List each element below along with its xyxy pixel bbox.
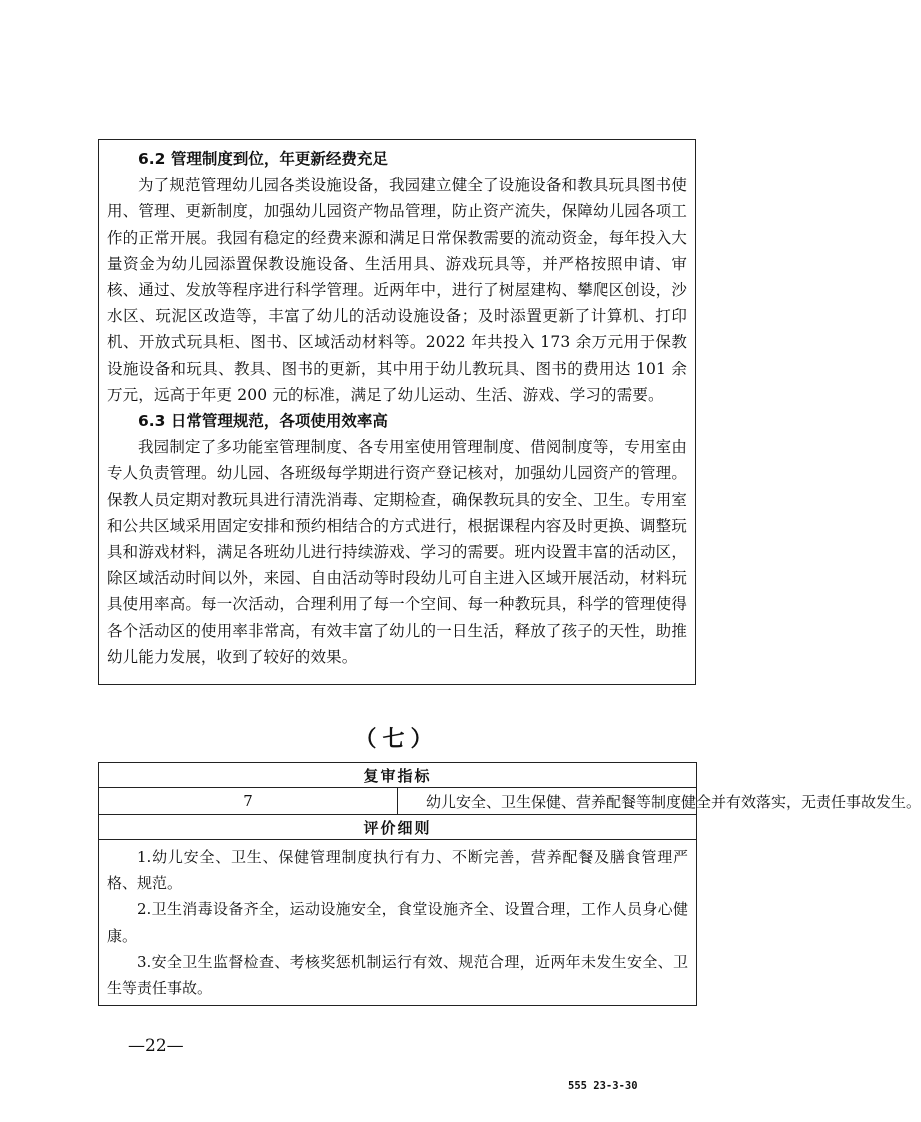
paragraph-6-3: 我园制定了多功能室管理制度、各专用室使用管理制度、借阅制度等，专用室由专人负责管理。幼儿园、各班级每学期进行资产登记核对，加强幼儿园资产的管理。保教人员定期对教玩具进行清洗消毒、定期检查，确保教玩具的安全、卫生。专用室和公共区域采用固定安排和预约相结合的方式进行，根据课程内容及时更换、调整玩具和游戏材料，满足各班幼儿进行持续游戏、学习的需要。班内设置丰富的活动区，除区域活动时间以外，来园、自由活动等时段幼儿可自主进入区域开展活动，材料玩具使用率高。每一次活动，合理利用了每一个空间、每一种教玩具，科学的管理使得各个活动区的使用率非常高，有效丰富了幼儿的一日生活，释放了孩子的天性，助推幼儿能力发展，收到了较好的效果。: [107, 438, 687, 666]
detail-item: 3.安全卫生监督检查、考核奖惩机制运行有效、规范合理，近两年未发生安全、卫生等责任事故。: [107, 952, 688, 998]
detail-item: 2.卫生消毒设备齐全，运动设施安全，食堂设施齐全、设置合理，工作人员身心健康。: [107, 900, 688, 945]
indicator-row: [99, 788, 697, 815]
review-indicator-header: 复审指标: [99, 763, 697, 788]
section-7-title: （七）: [354, 727, 439, 752]
section-6-box: [98, 139, 696, 685]
detail-row: [99, 840, 697, 1006]
detail-header-row: [99, 815, 697, 840]
evaluation-details: [99, 840, 697, 1006]
detail-item: 1.幼儿安全、卫生、保健管理制度执行有力、不断完善，营养配餐及膳食管理严格、规范。: [107, 848, 688, 893]
page-number: —22—: [128, 1036, 184, 1056]
evaluation-detail-header: 评价细则: [99, 815, 697, 840]
heading-6-2: 6.2 管理制度到位，年更新经费充足: [138, 150, 388, 168]
review-header-row: [99, 763, 697, 788]
heading-6-3: 6.3 日常管理规范，各项使用效率高: [138, 412, 388, 431]
indicator-text: 幼儿安全、卫生保健、营养配餐等制度健全并有效落实，无责任事故发生。: [398, 788, 697, 815]
review-table: [98, 762, 921, 1006]
indicator-number: 7: [99, 788, 398, 815]
paragraph-6-2: 为了规范管理幼儿园各类设施设备，我园建立健全了设施设备和教具玩具图书使用、管理、更新制度，加强幼儿园资产物品管理，防止资产流失，保障幼儿园各项工作的正常开展。我园有稳定的经费来源和满足日常保教需要的流动资金，每年投入大量资金为幼儿园添置保教设施设备、生活用具、游戏玩具等，并严格按照申请、审核、通过、发放等程序进行科学管理。近两年中，进行了树屋建构、攀爬区创设，沙水区、玩泥区改造等，丰富了幼儿的活动设施设备；及时添置更新了计算机、打印机、开放式玩具柜、图书、区域活动材料等。2022 年共投入 173 余万元用于保教设施设备和玩具、教具、图书的更新，其中用于幼儿教玩具、图书的费用达 101 余万元，远高于年更 200 元的标准，满足了幼儿运动、生活、游戏、学习的需要。: [107, 176, 687, 404]
print-stamp: 555 23-3-30: [568, 1080, 638, 1092]
